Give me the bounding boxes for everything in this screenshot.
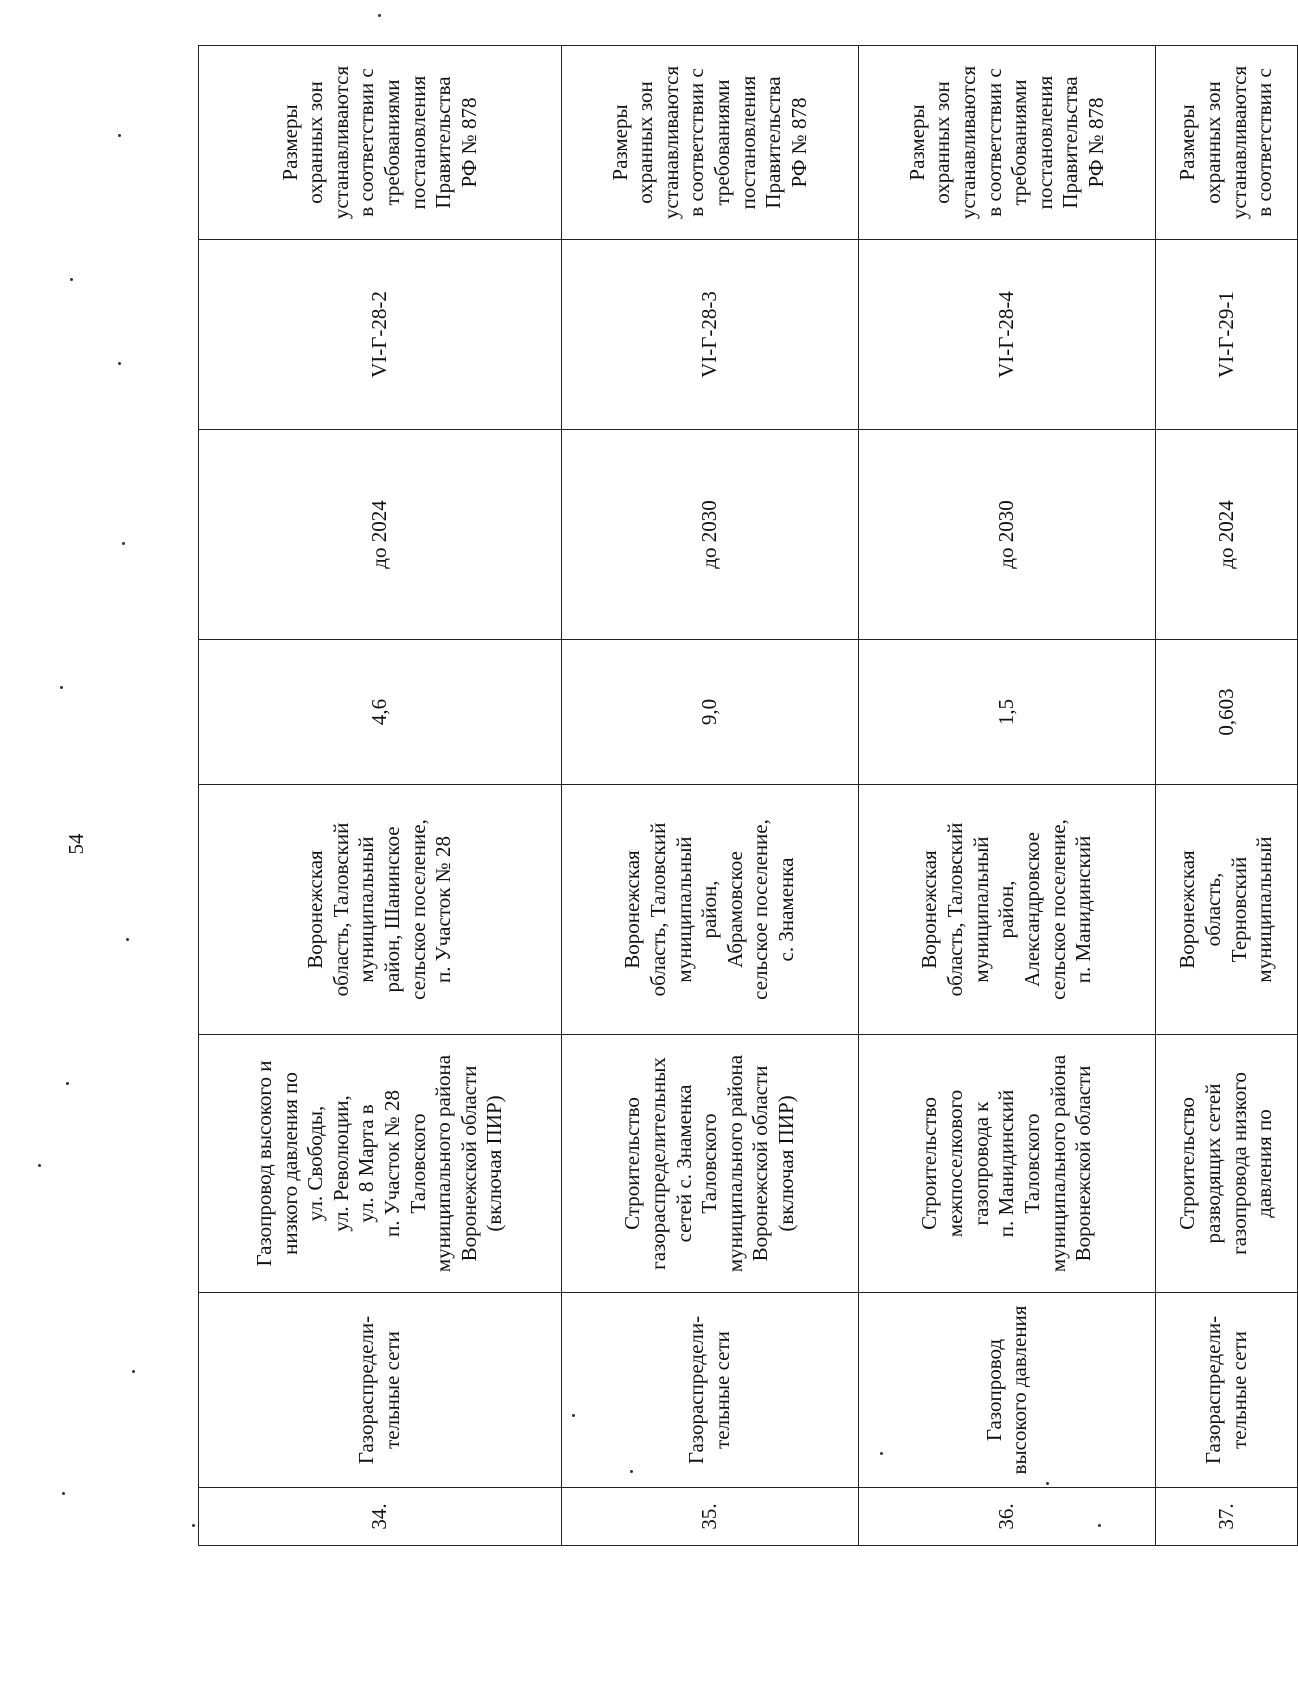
scan-speck [66, 1082, 69, 1085]
implementation-term: до 2024 [1156, 430, 1298, 640]
scan-speck [60, 686, 63, 689]
object-length: 1,5 [859, 640, 1156, 785]
row-number: 35. [562, 1488, 859, 1546]
table-row [859, 46, 1156, 1546]
protection-zone-note: Размеры охранных зон устанавливаются в соответствии с [1156, 46, 1298, 240]
object-code: VI-Г-28-4 [859, 240, 1156, 430]
implementation-term: до 2024 [199, 430, 562, 640]
protection-zone-note: Размеры охранных зон устанавливаются в соответствии с требованиями постановления Правительства РФ № 878 [562, 46, 859, 240]
scan-speck [126, 938, 129, 941]
scan-speck [38, 1164, 41, 1167]
object-description: Строительство газораспределительных сетей с. Знаменка Таловского муниципального района Воронежской области (включая ПИР) [562, 1035, 859, 1293]
object-name: Газопровод высокого давления [859, 1293, 1156, 1488]
object-location: Воронежская область, Таловский муниципальный район, Александровское сельское поселение, п. Манидинский [859, 785, 1156, 1035]
row-number: 34. [199, 1488, 562, 1546]
page-number: 54 [63, 833, 88, 855]
object-location: Воронежская область, Терновский муниципальный [1156, 785, 1298, 1035]
object-description: Строительство межпоселкового газопровода к п. Манидинский Таловского муниципального района Воронежской области [859, 1035, 1156, 1293]
object-code: VI-Г-28-2 [199, 240, 562, 430]
table-row [199, 46, 562, 1546]
object-name: Газораспредели- тельные сети [199, 1293, 562, 1488]
scan-speck [378, 14, 381, 17]
scan-speck [62, 1492, 65, 1495]
object-location: Воронежская область, Таловский муниципальный район, Абрамовское сельское поселение, с. Знаменка [562, 785, 859, 1035]
object-location: Воронежская область, Таловский муниципальный район, Шанинское сельское поселение, п. Участок № 28 [199, 785, 562, 1035]
object-code: VI-Г-29-1 [1156, 240, 1298, 430]
scan-speck [132, 1370, 135, 1373]
protection-zone-note: Размеры охранных зон устанавливаются в соответствии с требованиями постановления Правительства РФ № 878 [859, 46, 1156, 240]
object-length: 4,6 [199, 640, 562, 785]
table-wrapper [198, 46, 1298, 1546]
object-length: 0,603 [1156, 640, 1298, 785]
gas-network-table [198, 45, 1298, 1546]
table-row [562, 46, 859, 1546]
protection-zone-note: Размеры охранных зон устанавливаются в соответствии с требованиями постановления Правительства РФ № 878 [199, 46, 562, 240]
implementation-term: до 2030 [562, 430, 859, 640]
object-description: Строительство разводящих сетей газопровода низкого давления по [1156, 1035, 1298, 1293]
scan-speck [118, 362, 121, 365]
scan-speck [192, 1524, 195, 1527]
scan-speck [118, 134, 121, 137]
object-name: Газораспредели- тельные сети [562, 1293, 859, 1488]
object-name: Газораспредели- тельные сети [1156, 1293, 1298, 1488]
object-code: VI-Г-28-3 [562, 240, 859, 430]
row-number: 36. [859, 1488, 1156, 1546]
object-length: 9,0 [562, 640, 859, 785]
object-description: Газопровод высокого и низкого давления по ул. Свободы, ул. Революции, ул. 8 Марта в п. Участок № 28 Таловского муниципального района Воронежской области (включая ПИР) [199, 1035, 562, 1293]
row-number: 37. [1156, 1488, 1298, 1546]
scan-speck [70, 278, 73, 281]
scan-speck [122, 542, 125, 545]
table-row [1156, 46, 1298, 1546]
implementation-term: до 2030 [859, 430, 1156, 640]
